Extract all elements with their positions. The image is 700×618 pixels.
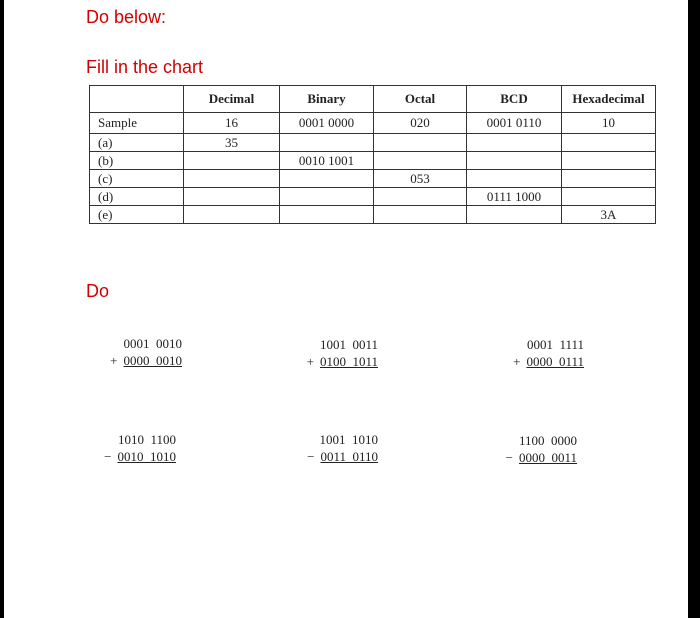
top-operand: 0001 1111 xyxy=(526,337,584,352)
top-operand: 1001 1010 xyxy=(319,432,378,447)
cell-bcd xyxy=(467,206,562,224)
minus-sign: − xyxy=(505,450,513,465)
binary-addition-problem-3 xyxy=(490,336,584,370)
operand-line xyxy=(490,353,584,370)
top-operand: 1010 1100 xyxy=(117,432,176,447)
page-title: Do below: xyxy=(86,7,167,27)
cell-decimal xyxy=(184,170,280,188)
conversion-chart xyxy=(89,85,656,224)
cell-hexadecimal xyxy=(562,152,656,170)
right-border xyxy=(688,0,700,618)
top-operand: 0001 0010 xyxy=(123,336,182,351)
cell-hexadecimal: 3A xyxy=(562,206,656,224)
row-label: Sample xyxy=(90,113,184,134)
cell-bcd xyxy=(467,170,562,188)
cell-decimal xyxy=(184,152,280,170)
bottom-operand: 0010 1010 xyxy=(117,449,176,464)
cell-binary xyxy=(280,170,374,188)
cell-binary: 0001 0000 xyxy=(280,113,374,134)
row-label: (a) xyxy=(90,134,184,152)
cell-decimal: 16 xyxy=(184,113,280,134)
table-row-e xyxy=(90,206,656,224)
cell-octal xyxy=(374,206,467,224)
top-operand: 1100 0000 xyxy=(518,433,577,448)
top-operand: 1001 0011 xyxy=(319,337,378,352)
left-border xyxy=(0,0,4,618)
cell-decimal xyxy=(184,188,280,206)
cell-octal xyxy=(374,152,467,170)
cell-bcd xyxy=(467,152,562,170)
cell-octal xyxy=(374,188,467,206)
binary-addition-problem-2 xyxy=(285,336,378,370)
cell-binary: 0010 1001 xyxy=(280,152,374,170)
header-octal: Octal xyxy=(374,86,467,113)
cell-octal xyxy=(374,134,467,152)
cell-bcd: 0001 0110 xyxy=(467,113,562,134)
header-decimal: Decimal xyxy=(184,86,280,113)
cell-hexadecimal xyxy=(562,134,656,152)
chart-heading: Fill in the chart xyxy=(86,57,204,77)
operand-line xyxy=(285,353,378,370)
cell-bcd xyxy=(467,134,562,152)
binary-subtraction-problem-3 xyxy=(483,432,577,466)
header-hexadecimal: Hexadecimal xyxy=(562,86,656,113)
header-bcd: BCD xyxy=(467,86,562,113)
binary-addition-problem-1 xyxy=(90,335,182,369)
binary-subtraction-problem-2 xyxy=(284,431,378,465)
table-row-b xyxy=(90,152,656,170)
bottom-operand: 0011 0110 xyxy=(320,449,378,464)
operand-line xyxy=(284,448,378,465)
bottom-operand: 0000 0010 xyxy=(123,353,182,368)
row-label: (b) xyxy=(90,152,184,170)
cell-bcd: 0111 1000 xyxy=(467,188,562,206)
table-row-sample xyxy=(90,113,656,134)
bottom-operand: 0000 0111 xyxy=(526,354,584,369)
chart-header-row xyxy=(90,86,656,113)
plus-sign: + xyxy=(306,354,314,369)
header-binary: Binary xyxy=(280,86,374,113)
cell-decimal xyxy=(184,206,280,224)
cell-hexadecimal xyxy=(562,170,656,188)
cell-hexadecimal xyxy=(562,188,656,206)
row-label: (e) xyxy=(90,206,184,224)
minus-sign: − xyxy=(104,449,112,464)
minus-sign: − xyxy=(307,449,315,464)
cell-octal: 053 xyxy=(374,170,467,188)
table-row-d xyxy=(90,188,656,206)
operand-line xyxy=(83,448,176,465)
row-label: (c) xyxy=(90,170,184,188)
binary-subtraction-problem-1 xyxy=(83,431,176,465)
table-row-a xyxy=(90,134,656,152)
cell-binary xyxy=(280,134,374,152)
operand-line xyxy=(90,352,182,369)
header-cell-blank xyxy=(90,86,184,113)
bottom-operand: 0000 0011 xyxy=(518,450,577,465)
operand-line xyxy=(483,449,577,466)
cell-binary xyxy=(280,188,374,206)
table-row-c xyxy=(90,170,656,188)
cell-binary xyxy=(280,206,374,224)
plus-sign: + xyxy=(513,354,521,369)
cell-octal: 020 xyxy=(374,113,467,134)
cell-decimal: 35 xyxy=(184,134,280,152)
row-label: (d) xyxy=(90,188,184,206)
plus-sign: + xyxy=(110,353,118,368)
bottom-operand: 0100 1011 xyxy=(319,354,378,369)
do-heading: Do xyxy=(86,281,110,301)
cell-hexadecimal: 10 xyxy=(562,113,656,134)
